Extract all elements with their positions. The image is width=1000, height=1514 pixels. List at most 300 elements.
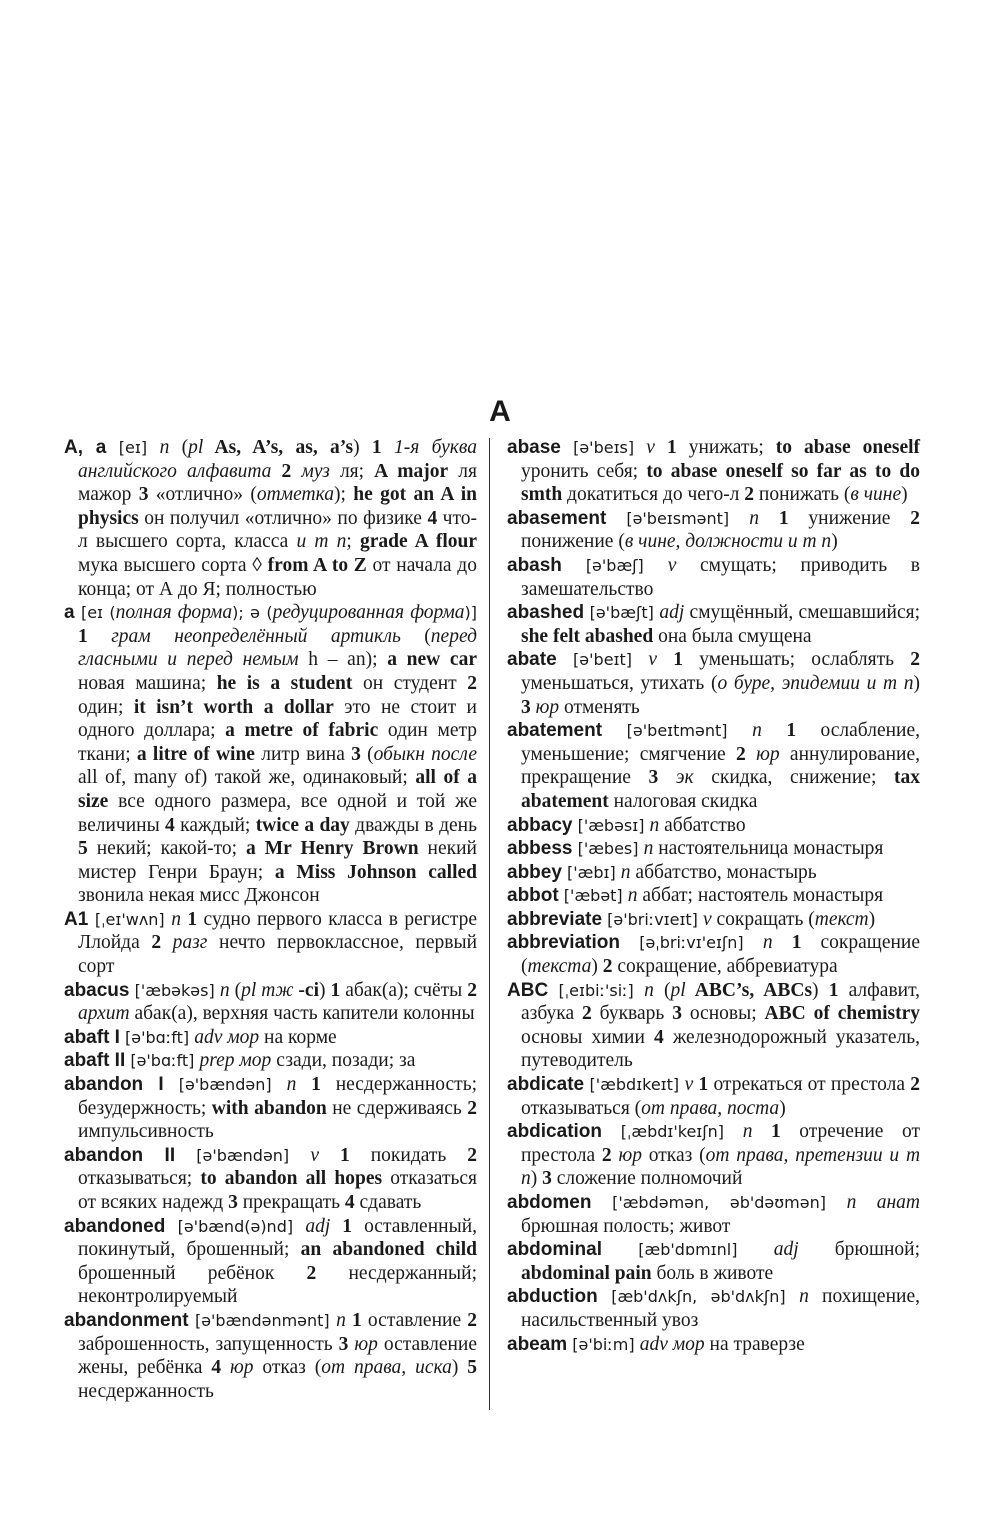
italic-label: от права, претензии и т п: [521, 1144, 921, 1190]
bold-text: 1: [778, 507, 789, 529]
definition-text: заброшенность, запущенность: [78, 1333, 339, 1355]
dictionary-entry: [507, 884, 920, 908]
bold-text: 1: [330, 979, 341, 1001]
bold-text: 2: [744, 484, 755, 506]
entry-headword: abandonment: [64, 1309, 189, 1331]
bold-text: 1: [771, 1121, 781, 1143]
definition-text: all of, many of) такой же, одинаковый;: [78, 767, 416, 789]
definition-text: уменьшать; ослаблять: [683, 649, 911, 671]
entry-headword: abbess: [507, 838, 573, 860]
entry-headword: abbacy: [507, 814, 573, 836]
italic-label: n: [752, 720, 762, 742]
transcription: [ə'bɑːft]: [119, 1027, 195, 1047]
definition-text: аббатство, монастырь: [630, 861, 817, 883]
entry-headword: abdomen: [507, 1192, 592, 1213]
definition-text: оставление жены, ребёнка: [78, 1333, 477, 1379]
bold-text: 2: [151, 932, 162, 954]
italic-label: юр: [530, 696, 560, 718]
transcription: ); ə (: [232, 603, 273, 623]
entry-headword: abash: [507, 554, 562, 576]
definition-text: уронить себя;: [521, 460, 647, 482]
italic-label: n: [799, 1286, 809, 1308]
dictionary-entry: [64, 1049, 477, 1073]
dictionary-entry: [507, 507, 920, 554]
definition-text: оставление: [361, 1309, 468, 1331]
definition-text: [759, 508, 779, 529]
definition-text: один метр ткани;: [78, 720, 477, 765]
dictionary-entry: [507, 1285, 920, 1332]
bold-text: to abandon all hopes: [200, 1168, 383, 1190]
definition-text: железнодорожный указатель, путеводитель: [521, 1026, 920, 1072]
definition-text: ля;: [329, 460, 375, 482]
column-divider: [489, 438, 490, 1410]
definition-text: боль в животе: [651, 1262, 774, 1284]
italic-label: adj: [773, 1239, 799, 1261]
dictionary-entry: [507, 1191, 920, 1238]
definition-text: похищение, насильственный увоз: [521, 1286, 920, 1331]
definition-text: понижение (: [521, 531, 625, 553]
entry-headword: abaft II: [64, 1050, 126, 1072]
transcription: [ə'biːm]: [567, 1334, 640, 1354]
definition-text: ): [913, 672, 921, 694]
italic-label: эк: [658, 767, 694, 789]
entry-headword: abbey: [507, 861, 562, 883]
entry-headword: abbreviation: [507, 932, 620, 954]
definition-text: отказ (: [253, 1357, 322, 1379]
entry-headword: abbreviate: [507, 908, 603, 930]
bold-text: an abandoned child: [300, 1239, 477, 1261]
definition-text: все одного размера, все одной и той же величины: [78, 790, 477, 836]
transcription: [ə'bændən]: [163, 1075, 287, 1095]
bold-text: he is a student: [216, 672, 353, 694]
transcription: [ə'bæʃt]: [584, 603, 660, 623]
italic-label: n: [219, 979, 230, 1001]
definition-text: сокращать (: [711, 908, 815, 930]
dictionary-entry: [64, 1309, 477, 1403]
bold-text: 1: [786, 720, 797, 742]
entry-headword: abatement: [507, 720, 603, 742]
definition-text: смущать; приводить в замешательство: [521, 554, 921, 600]
italic-label: юр: [745, 743, 780, 765]
entry-headword: ABC: [507, 979, 549, 1001]
bold-text: 5: [467, 1357, 478, 1379]
italic-label: v: [667, 554, 677, 576]
bold-text: 2: [467, 1097, 477, 1119]
italic-label: юр: [221, 1357, 254, 1379]
dictionary-entry: [507, 719, 920, 813]
definition-text: ): [901, 484, 908, 506]
transcription: [æb'dɒmɪnl]: [602, 1240, 774, 1260]
definition-text: отрекаться от престола: [708, 1074, 911, 1096]
dictionary-entry: [507, 861, 920, 885]
italic-label: n: [742, 1121, 753, 1143]
definition-text: ;: [346, 531, 360, 553]
bold-text: 3: [338, 1333, 349, 1355]
definition-text: ): [530, 1168, 543, 1190]
bold-text: 1: [791, 932, 802, 954]
bold-text: it isn’t worth a dollar: [133, 696, 334, 718]
definition-text: «отлично» (: [148, 484, 257, 506]
definition-text: брошенный ребёнок: [78, 1262, 307, 1284]
definition-text: на траверзе: [704, 1333, 805, 1355]
italic-label: юр: [348, 1333, 378, 1355]
bold-text: grade A flour: [359, 531, 477, 553]
definition-text: ля мажор: [78, 460, 477, 506]
entry-headword: abandon I: [64, 1074, 164, 1096]
dictionary-entry: [64, 979, 477, 1026]
transcription: [ə'bɑːft]: [125, 1051, 200, 1071]
definition-text: уменьшаться, утихать (: [521, 672, 718, 694]
definition-text: что-л высшего сорта, класса: [78, 507, 477, 553]
transcription: [ə'beɪt]: [556, 650, 649, 670]
definition-text: от начала до конца; от А до Я; полностью: [78, 554, 477, 600]
definition-text: абак(а), верхняя часть капители колонны: [129, 1003, 475, 1025]
bold-text: 2: [306, 1262, 317, 1284]
bold-text: she felt abashed: [521, 625, 654, 647]
definition-text: литр вина: [254, 743, 352, 765]
transcription: [ə'beɪs]: [560, 438, 647, 457]
italic-label: перед гласными и перед немым: [78, 625, 477, 671]
definition-text: несдержанный; неконтролируемый: [78, 1262, 477, 1308]
section-letter: A: [489, 395, 511, 428]
bold-text: 1: [311, 1074, 321, 1096]
bold-text: 1: [673, 649, 684, 671]
italic-label: полная форма: [115, 602, 233, 624]
definition-text: отказ (: [641, 1144, 706, 1166]
italic-label: в чине: [850, 484, 902, 506]
italic-label: adv мор: [194, 1026, 260, 1048]
italic-label: n: [286, 1074, 297, 1096]
definition-text: брюшной;: [798, 1239, 921, 1261]
transcription: [ə'bænd(ə)nd]: [165, 1216, 306, 1236]
italic-label: v: [310, 1144, 320, 1166]
definition-text: некий мистер Генри Браун;: [78, 838, 477, 883]
definition-text: сокращение, аббревиатура: [612, 956, 838, 978]
italic-label: текста: [527, 956, 592, 978]
definition-text: ): [831, 531, 838, 553]
italic-label: редуцированная форма: [272, 602, 465, 624]
dictionary-entry: [64, 436, 477, 601]
definition-text: отказаться от всяких надежд: [78, 1168, 477, 1213]
italic-label: n анат: [846, 1192, 920, 1213]
bold-text: 4: [427, 507, 438, 529]
definition-text: аннулирование, прекращение: [521, 743, 921, 789]
entry-headword: abdication: [507, 1121, 603, 1143]
dictionary-entry: [507, 1120, 920, 1191]
transcription: ['æbdəmən, əb'dəʊmən]: [591, 1193, 847, 1212]
definition-text: ): [779, 1097, 786, 1119]
definition-text: абак(а); счёты: [340, 979, 468, 1001]
definition-text: отказываться;: [78, 1168, 201, 1190]
definition-text: букварь: [591, 1003, 673, 1025]
definition-text: сокращение (: [521, 932, 920, 978]
definition-text: смущённый, смешавшийся;: [684, 602, 920, 624]
italic-label: архит: [78, 1003, 130, 1025]
definition-text: оставленный, покинутый, брошенный;: [78, 1215, 477, 1261]
definition-text: несдержанность: [78, 1380, 214, 1402]
definition-text: настоятельница монастыря: [653, 838, 884, 860]
bold-text: 1: [342, 1215, 353, 1237]
dictionary-entry: [64, 1073, 477, 1144]
italic-label: грам неопределённый артикль: [87, 625, 401, 647]
definition-text: один;: [78, 696, 134, 718]
dictionary-entry: [507, 931, 920, 978]
definition-text: не сдерживаясь: [326, 1097, 468, 1119]
definition-text: это не стоит и одного доллара;: [78, 696, 477, 742]
definition-text: отказываться (: [521, 1097, 642, 1119]
definition-text: [762, 720, 786, 741]
transcription: [ˌeɪ'wʌn]: [88, 909, 172, 929]
entry-headword: abaft I: [64, 1026, 120, 1048]
dictionary-entry: [64, 1144, 477, 1215]
definition-text: (: [400, 625, 431, 647]
definition-text: он студент: [352, 672, 468, 694]
bold-text: abdominal pain: [521, 1262, 652, 1284]
bold-text: a Miss Johnson called: [274, 861, 477, 883]
transcription: )]: [464, 603, 477, 623]
bold-text: 2: [910, 507, 920, 529]
transcription: [ə'beɪsmənt]: [606, 508, 750, 528]
definition-text: [657, 649, 673, 670]
definition-text: (: [360, 743, 374, 765]
dictionary-entry: [64, 601, 477, 908]
entry-headword: abbot: [507, 885, 559, 907]
italic-label: adv мор: [639, 1333, 705, 1355]
italic-label: n: [649, 814, 660, 836]
bold-text: 2: [910, 1074, 921, 1096]
bold-text: A major: [374, 460, 449, 482]
definition-text: несдержанность; безудержность;: [78, 1074, 477, 1119]
transcription: ['æbɪ]: [561, 862, 621, 882]
transcription: ['æbes]: [572, 839, 644, 859]
entry-headword: A, a: [64, 437, 107, 458]
italic-label: v: [646, 437, 655, 458]
definition-text: ): [812, 979, 829, 1001]
bold-text: a Mr Henry Brown: [246, 838, 419, 860]
transcription: ['æbdɪkeɪt]: [584, 1075, 685, 1095]
italic-label: и т п: [296, 531, 347, 553]
bold-text: 2: [467, 672, 477, 694]
definition-text: [773, 932, 792, 953]
definition-text: отречение от престола: [521, 1121, 921, 1166]
definition-text: прекращать: [237, 1192, 345, 1213]
italic-label: от права, поста: [641, 1097, 780, 1119]
bold-text: 3: [672, 1003, 682, 1025]
entry-headword: abduction: [507, 1286, 598, 1308]
bold-text: a metre of fabric: [225, 720, 379, 742]
transcription: ['æbəsɪ]: [572, 815, 650, 835]
entry-headword: abate: [507, 649, 557, 671]
entry-headword: A1: [64, 908, 89, 930]
definition-text: (: [169, 437, 189, 458]
definition-text: некий; какой-то;: [87, 838, 247, 860]
bold-text: 4: [653, 1026, 664, 1048]
entry-headword: a: [64, 602, 75, 624]
entry-headword: abashed: [507, 602, 585, 624]
definition-text: импульсивность: [78, 1121, 214, 1143]
transcription: ['æbət]: [558, 886, 628, 906]
right-column: [507, 436, 920, 1356]
entry-headword: abeam: [507, 1333, 568, 1355]
italic-label: adj: [305, 1215, 331, 1237]
definition-text: h – an);: [298, 649, 388, 671]
bold-text: 3: [138, 484, 149, 506]
bold-text: 1: [340, 1144, 350, 1166]
bold-text: 1: [187, 908, 198, 930]
entry-headword: abacus: [64, 979, 130, 1001]
transcription: [ˌeɪbiː'siː]: [548, 980, 645, 1000]
bold-text: 3: [542, 1168, 552, 1190]
definition-text: налоговая скидка: [608, 790, 758, 812]
dictionary-entry: [64, 1026, 477, 1050]
definition-text: ): [591, 956, 603, 978]
italic-label: n: [159, 437, 170, 458]
definition-text: сзади, позади; за: [271, 1050, 416, 1072]
definition-text: она была смущена: [653, 625, 812, 647]
dictionary-entry: [507, 837, 920, 861]
definition-text: аббат; настоятель монастыря: [637, 885, 884, 907]
italic-label: adj: [659, 602, 685, 624]
italic-label: pl: [188, 437, 204, 458]
definition-text: [319, 1145, 340, 1166]
bold-text: 3: [351, 743, 361, 765]
bold-text: 4: [211, 1357, 222, 1379]
bold-text: As, A’s, as, a’s: [203, 437, 354, 458]
entry-headword: abase: [507, 437, 561, 458]
dictionary-entry: [64, 1215, 477, 1309]
dictionary-entry: [64, 908, 477, 979]
definition-text: покидать: [349, 1144, 468, 1166]
transcription: [ə'beɪtmənt]: [602, 721, 753, 741]
italic-label: n: [643, 838, 654, 860]
italic-label: n: [627, 885, 638, 907]
italic-label: n: [749, 507, 759, 529]
italic-label: муз: [291, 460, 330, 482]
definition-text: (: [229, 979, 242, 1001]
italic-label: обыкн после: [373, 743, 477, 765]
definition-text: аббатство: [659, 814, 746, 836]
definition-text: ): [868, 908, 876, 930]
bold-text: 3: [521, 696, 531, 718]
italic-label: в чине, должности и т п: [624, 531, 832, 553]
bold-text: from A to Z: [267, 554, 367, 576]
definition-text: судно первого класса в регистре Ллойда: [78, 908, 477, 954]
dictionary-entry: [507, 908, 920, 932]
bold-text: 2: [467, 979, 478, 1001]
dictionary-entry: [507, 601, 920, 648]
transcription: [ə'bændən]: [175, 1145, 311, 1165]
bold-text: 4: [165, 814, 175, 836]
definition-text: основы;: [681, 1003, 765, 1025]
bold-text: 2: [467, 1144, 478, 1166]
italic-label: разг: [161, 932, 208, 954]
definition-text: новая машина;: [78, 672, 217, 694]
bold-text: 2: [582, 1003, 592, 1025]
definition-text: скидка, снижение;: [693, 767, 894, 789]
dictionary-entry: [507, 1333, 920, 1357]
definition-text: ): [319, 979, 331, 1001]
dictionary-entry: [507, 979, 920, 1073]
bold-text: 2: [602, 956, 613, 978]
transcription: ['æbəkəs]: [129, 980, 220, 1000]
definition-text: ): [353, 437, 372, 458]
bold-text: with abandon: [211, 1097, 327, 1119]
transcription: [æb'dʌkʃn, əb'dʌkʃn]: [597, 1287, 800, 1307]
dictionary-entry: [507, 436, 920, 507]
transcription: [ə'briːvɪeɪt]: [602, 909, 703, 929]
definition-text: унижать;: [676, 437, 776, 458]
transcription: [ə'bændənmənt]: [188, 1310, 337, 1330]
definition-text: сложение полномочий: [551, 1168, 743, 1190]
italic-label: текст: [814, 908, 869, 930]
italic-label: о буре, эпидемии и т п: [717, 672, 914, 694]
entry-headword: abdominal: [507, 1239, 603, 1261]
bold-text: twice a day: [255, 814, 350, 836]
italic-label: v: [684, 1074, 694, 1096]
bold-text: 1: [698, 1074, 709, 1096]
definition-text: основы химии: [521, 1026, 654, 1048]
bold-text: ABC’s, ABCs: [685, 979, 813, 1001]
bold-text: tax abatement: [521, 767, 920, 812]
definition-text: [655, 437, 667, 458]
italic-label: pl: [670, 979, 686, 1001]
definition-text: (: [653, 979, 671, 1001]
dictionary-entry: [507, 554, 920, 601]
bold-text: 1: [828, 979, 839, 1001]
italic-label: pl тж: [241, 979, 294, 1001]
bold-text: 2: [281, 460, 292, 482]
bold-text: all of a size: [78, 767, 477, 812]
italic-label: юр: [611, 1144, 642, 1166]
italic-label: n: [336, 1309, 346, 1331]
bold-text: -ci: [293, 979, 320, 1001]
italic-label: n: [620, 861, 631, 883]
bold-text: 5: [78, 838, 88, 860]
definition-text: [296, 1074, 311, 1095]
bold-text: a litre of wine: [136, 743, 255, 765]
bold-text: to abase oneself so far as to do smth: [521, 460, 920, 506]
definition-text: мука высшего сорта ◊: [78, 554, 268, 576]
left-column: [64, 436, 477, 1403]
entry-headword: abandoned: [64, 1215, 166, 1237]
definition-text: сдавать: [354, 1192, 422, 1213]
definition-text: отменять: [559, 696, 640, 718]
bold-text: 1: [666, 437, 677, 458]
italic-label: v: [648, 649, 658, 671]
dictionary-entry: [507, 1073, 920, 1120]
bold-text: ABC of chemistry: [764, 1003, 921, 1025]
bold-text: 3: [228, 1192, 238, 1213]
italic-label: n: [171, 908, 182, 930]
dictionary-entry: [507, 648, 920, 719]
bold-text: a new car: [387, 649, 477, 671]
bold-text: 4: [344, 1192, 355, 1213]
entry-headword: abandon II: [64, 1144, 176, 1166]
bold-text: to abase oneself: [775, 437, 921, 458]
dictionary-entry: [507, 1238, 920, 1285]
bold-text: 1: [352, 1309, 362, 1331]
italic-label: отметка: [256, 484, 334, 506]
italic-label: 1-я буква английского алфавита: [78, 437, 477, 482]
entry-headword: abasement: [507, 507, 607, 529]
definition-text: нечто первоклассное, первый сорт: [78, 932, 478, 978]
italic-label: n: [644, 979, 654, 1001]
transcription: [ˌæbdɪ'keɪʃn]: [602, 1122, 743, 1142]
definition-text: на корме: [259, 1026, 337, 1048]
definition-text: дважды в день: [349, 814, 477, 836]
transcription: [əˌbriːvɪ'eɪʃn]: [619, 933, 763, 953]
definition-text: );: [334, 484, 354, 506]
